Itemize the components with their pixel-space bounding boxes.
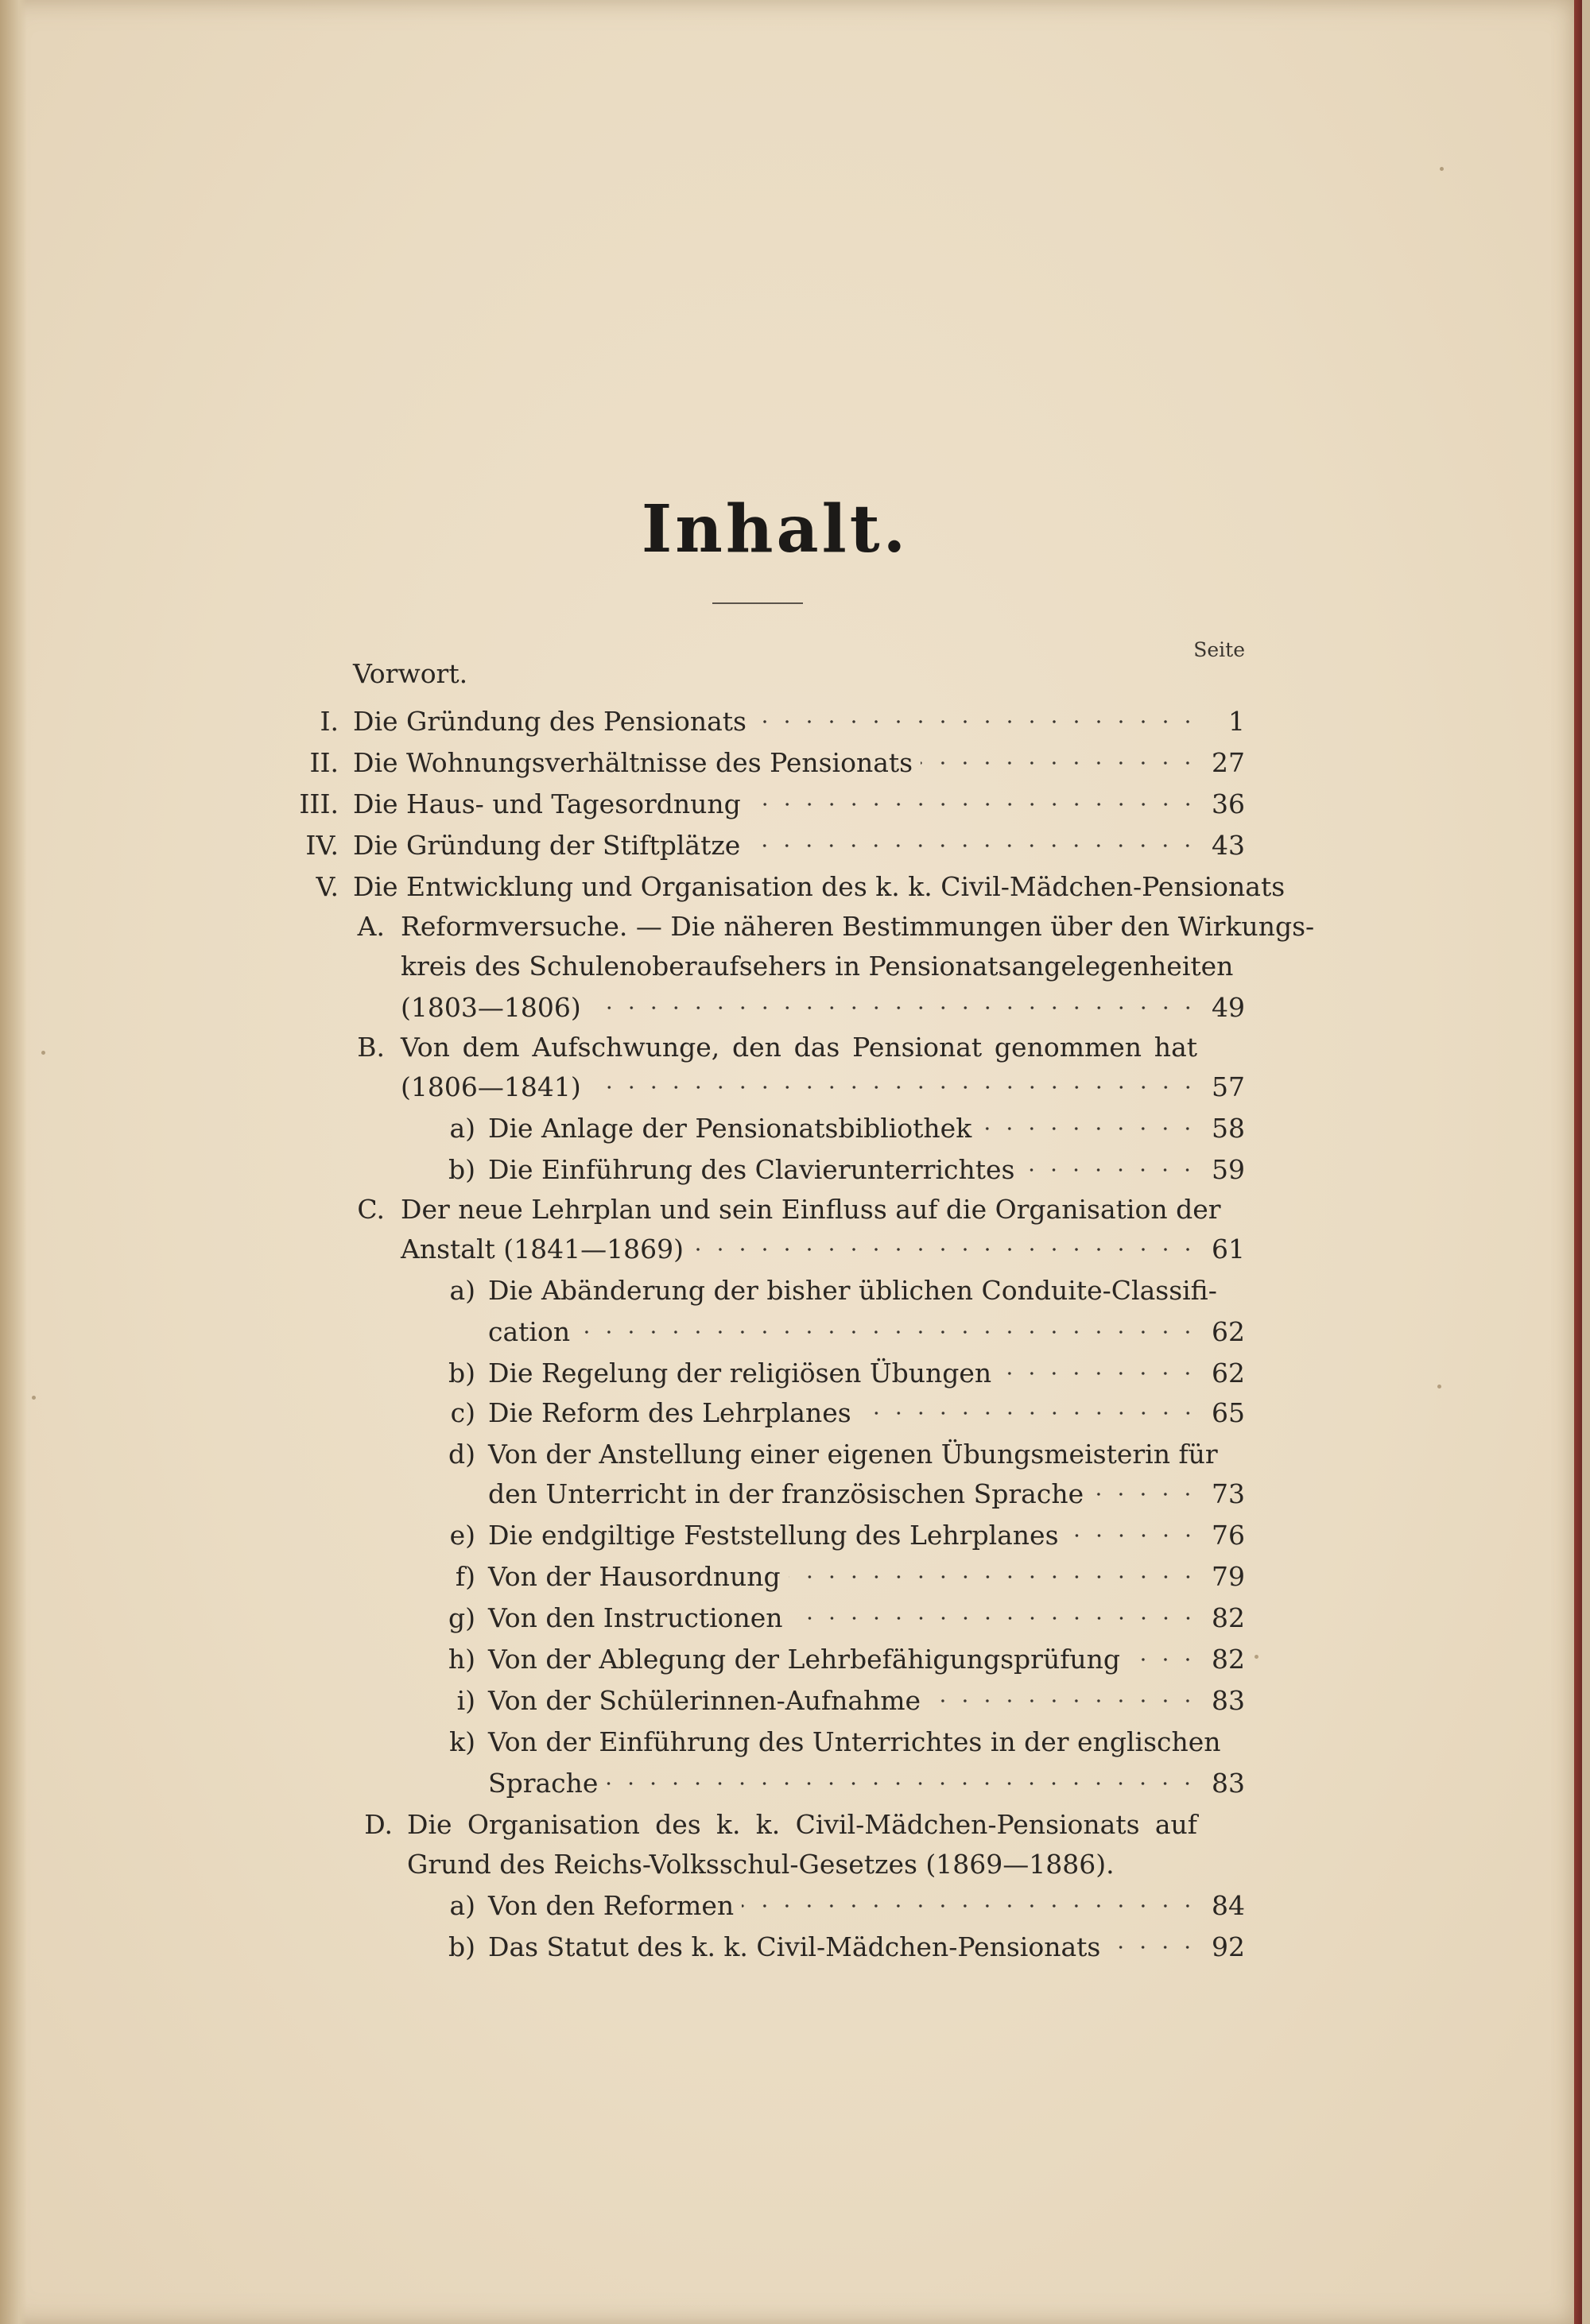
toc-entry-number: III. <box>299 788 339 819</box>
toc-entry <box>0 1229 1590 1270</box>
toc-entry <box>0 1639 1590 1680</box>
toc-entry-title: Die Einführung des Clavierunterrichtes <box>488 1154 1015 1185</box>
toc-entry <box>0 784 1590 825</box>
toc-entry-page: 83 <box>1212 1685 1245 1716</box>
toc-entry-number: i) <box>456 1685 475 1716</box>
dot-leader <box>578 1330 1199 1334</box>
toc-entry-title: Sprache <box>488 1768 599 1799</box>
dot-leader <box>1022 1168 1199 1172</box>
toc-entry-number: b) <box>448 1358 475 1389</box>
toc-entry-page: 58 <box>1212 1113 1245 1144</box>
toc-entry <box>0 1474 1590 1515</box>
toc-entry-title: Die endgiltige Feststellung des Lehrplanes <box>488 1520 1059 1551</box>
toc-entry-number: d) <box>448 1439 475 1470</box>
toc-entry-page: 73 <box>1212 1478 1245 1509</box>
page-title: Inhalt. <box>641 491 909 567</box>
toc-entry-title: Grund des Reichs-Volksschul-Gesetzes (1869—1886). <box>407 1849 1115 1880</box>
toc-entry-title: Vorwort. <box>353 658 468 689</box>
toc-entry-page: 27 <box>1212 747 1245 778</box>
toc-entry <box>0 1270 1590 1311</box>
toc-entry-page: 62 <box>1212 1358 1245 1389</box>
toc-entry-title: Die Abänderung der bisher üblichen Conduite-Classifi- <box>488 1275 1217 1306</box>
toc-entry <box>0 1804 1590 1846</box>
toc-entry-number: I. <box>320 706 339 737</box>
toc-entry <box>0 906 1590 947</box>
toc-entry-title: Von den Reformen <box>488 1890 735 1921</box>
toc-entry <box>0 1149 1590 1191</box>
dot-leader <box>1108 1946 1199 1949</box>
toc-entry-page: 1 <box>1228 706 1245 737</box>
toc-entry <box>0 1844 1590 1885</box>
dot-leader <box>859 1412 1199 1415</box>
toc-entry-title: Die Gründung des Pensionats <box>353 706 747 737</box>
toc-entry <box>0 1311 1590 1353</box>
toc-entry-title: Die Reform des Lehrplanes <box>488 1397 851 1428</box>
dot-leader <box>589 1086 1199 1089</box>
toc-entry <box>0 1067 1590 1108</box>
toc-entry <box>0 1885 1590 1927</box>
toc-entry <box>0 1927 1590 1968</box>
toc-entry <box>0 1722 1590 1763</box>
toc-entry <box>0 701 1590 742</box>
toc-entry-number: k) <box>449 1726 475 1757</box>
toc-entry-title: Die Wohnungsverhältnisse des Pensionats <box>353 747 913 778</box>
toc-entry-title: Der neue Lehrplan und sein Einfluss auf die Organisation der <box>401 1194 1221 1225</box>
toc-entry-page: 43 <box>1212 830 1245 861</box>
dot-leader <box>929 1699 1199 1702</box>
dot-leader <box>1092 1493 1199 1496</box>
dot-leader <box>921 761 1199 765</box>
toc-entry-title: Die Entwicklung und Organisation des k. k. Civil-Mädchen-Pensionats <box>353 871 1286 902</box>
toc-entry <box>0 1434 1590 1475</box>
toc-entry-title: Die Regelung der religiösen Übungen <box>488 1358 992 1389</box>
toc-entry-page: 82 <box>1212 1602 1245 1633</box>
dot-leader <box>1067 1534 1199 1537</box>
toc-entry-page: 84 <box>1212 1890 1245 1921</box>
toc-entry-number: B. <box>357 1032 385 1063</box>
page-column-label: Seite <box>1193 638 1245 661</box>
dot-leader <box>589 1006 1199 1009</box>
dot-leader <box>748 844 1199 847</box>
toc-entry <box>0 1189 1590 1230</box>
toc-entry <box>0 825 1590 866</box>
toc-entry-page: 82 <box>1212 1644 1245 1675</box>
toc-entry <box>0 1598 1590 1639</box>
toc-entry-page: 59 <box>1212 1154 1245 1185</box>
dot-leader <box>979 1127 1199 1130</box>
toc-entry-number: II. <box>309 747 339 778</box>
toc-entry-title: den Unterricht in der französischen Sprache <box>488 1478 1084 1509</box>
toc-entry-title: Von der Anstellung einer eigenen Übungsmeisterin für <box>488 1439 1218 1470</box>
toc-entry-title: Die Haus- und Tagesordnung <box>353 788 741 819</box>
toc-entry-number: g) <box>448 1602 475 1633</box>
toc-entry-page: 62 <box>1212 1316 1245 1347</box>
toc-entry-title: cation <box>488 1316 571 1347</box>
toc-entry-page: 76 <box>1212 1520 1245 1551</box>
toc-entry <box>0 1027 1590 1068</box>
toc-entry <box>0 1353 1590 1394</box>
toc-entry <box>0 946 1590 987</box>
dot-leader <box>999 1372 1199 1375</box>
toc-entry-number: a) <box>449 1113 475 1144</box>
toc-entry-title: Die Organisation des k. k. Civil-Mädchen-Pensionats auf <box>407 1809 1197 1840</box>
toc-entry <box>0 1763 1590 1804</box>
dot-leader <box>791 1617 1199 1620</box>
toc-entry-page: 36 <box>1212 788 1245 819</box>
toc-entry-title: Die Anlage der Pensionatsbibliothek <box>488 1113 972 1144</box>
toc-entry-page: 49 <box>1212 992 1245 1023</box>
dot-leader <box>742 1904 1199 1908</box>
toc-entry <box>0 742 1590 784</box>
toc-entry-number: a) <box>449 1275 475 1306</box>
toc-entry-title: kreis des Schulenoberaufsehers in Pensionatsangelegenheiten <box>401 951 1234 982</box>
toc-entry-title: Von der Einführung des Unterrichtes in der englischen <box>488 1726 1221 1757</box>
toc-entry-title: Die Gründung der Stiftplätze <box>353 830 741 861</box>
toc-entry-number: IV. <box>305 830 339 861</box>
toc-entry-page: 83 <box>1212 1768 1245 1799</box>
toc-entry-title: Reformversuche. — Die näheren Bestimmungen über den Wirkungs- <box>401 911 1315 942</box>
toc-entry <box>0 1108 1590 1149</box>
toc-entry <box>0 1392 1590 1434</box>
toc-entry-title: (1803—1806) <box>401 992 581 1023</box>
toc-entry <box>0 987 1590 1028</box>
toc-entry-number: c) <box>450 1397 475 1428</box>
toc-entry <box>0 1680 1590 1722</box>
toc-entry-page: 79 <box>1212 1561 1245 1592</box>
toc-entry-number: a) <box>449 1890 475 1921</box>
dot-leader <box>606 1782 1199 1785</box>
toc-entry <box>0 1556 1590 1598</box>
toc-entry-title: Von dem Aufschwunge, den das Pensionat genommen hat <box>401 1032 1197 1063</box>
toc-entry-page: 57 <box>1212 1071 1245 1102</box>
dot-leader <box>754 720 1199 723</box>
toc-entry-number: D. <box>364 1809 393 1840</box>
toc-entry-title: Das Statut des k. k. Civil-Mädchen-Pensionats <box>488 1931 1101 1962</box>
toc-entry-page: 61 <box>1212 1234 1245 1265</box>
toc-entry-title: Von den Instructionen <box>488 1602 783 1633</box>
toc-entry-number: b) <box>448 1931 475 1962</box>
toc-entry-title: Anstalt (1841—1869) <box>401 1234 684 1265</box>
toc-entry-page: 65 <box>1212 1397 1245 1428</box>
dot-leader <box>692 1248 1199 1251</box>
toc-entry-title: Von der Schülerinnen-Aufnahme <box>488 1685 921 1716</box>
toc-entry <box>0 1515 1590 1556</box>
dot-leader <box>749 803 1199 806</box>
toc-entry <box>0 653 1590 695</box>
toc-entry-number: b) <box>448 1154 475 1185</box>
toc-entry-number: V. <box>316 871 339 902</box>
dot-leader <box>1128 1658 1199 1661</box>
toc-entry-title: Von der Ablegung der Lehrbefähigungsprüfung <box>488 1644 1121 1675</box>
dot-leader <box>789 1575 1199 1578</box>
toc-entry-number: h) <box>448 1644 475 1675</box>
toc-entry-title: (1806—1841) <box>401 1071 581 1102</box>
toc-entry-number: f) <box>455 1561 475 1592</box>
toc-entry-number: e) <box>449 1520 475 1551</box>
toc-entry-title: Von der Hausordnung <box>488 1561 781 1592</box>
toc-entry <box>0 866 1590 908</box>
toc-entry-number: A. <box>357 911 385 942</box>
toc-entry-number: C. <box>357 1194 385 1225</box>
toc-entry-page: 92 <box>1212 1931 1245 1962</box>
